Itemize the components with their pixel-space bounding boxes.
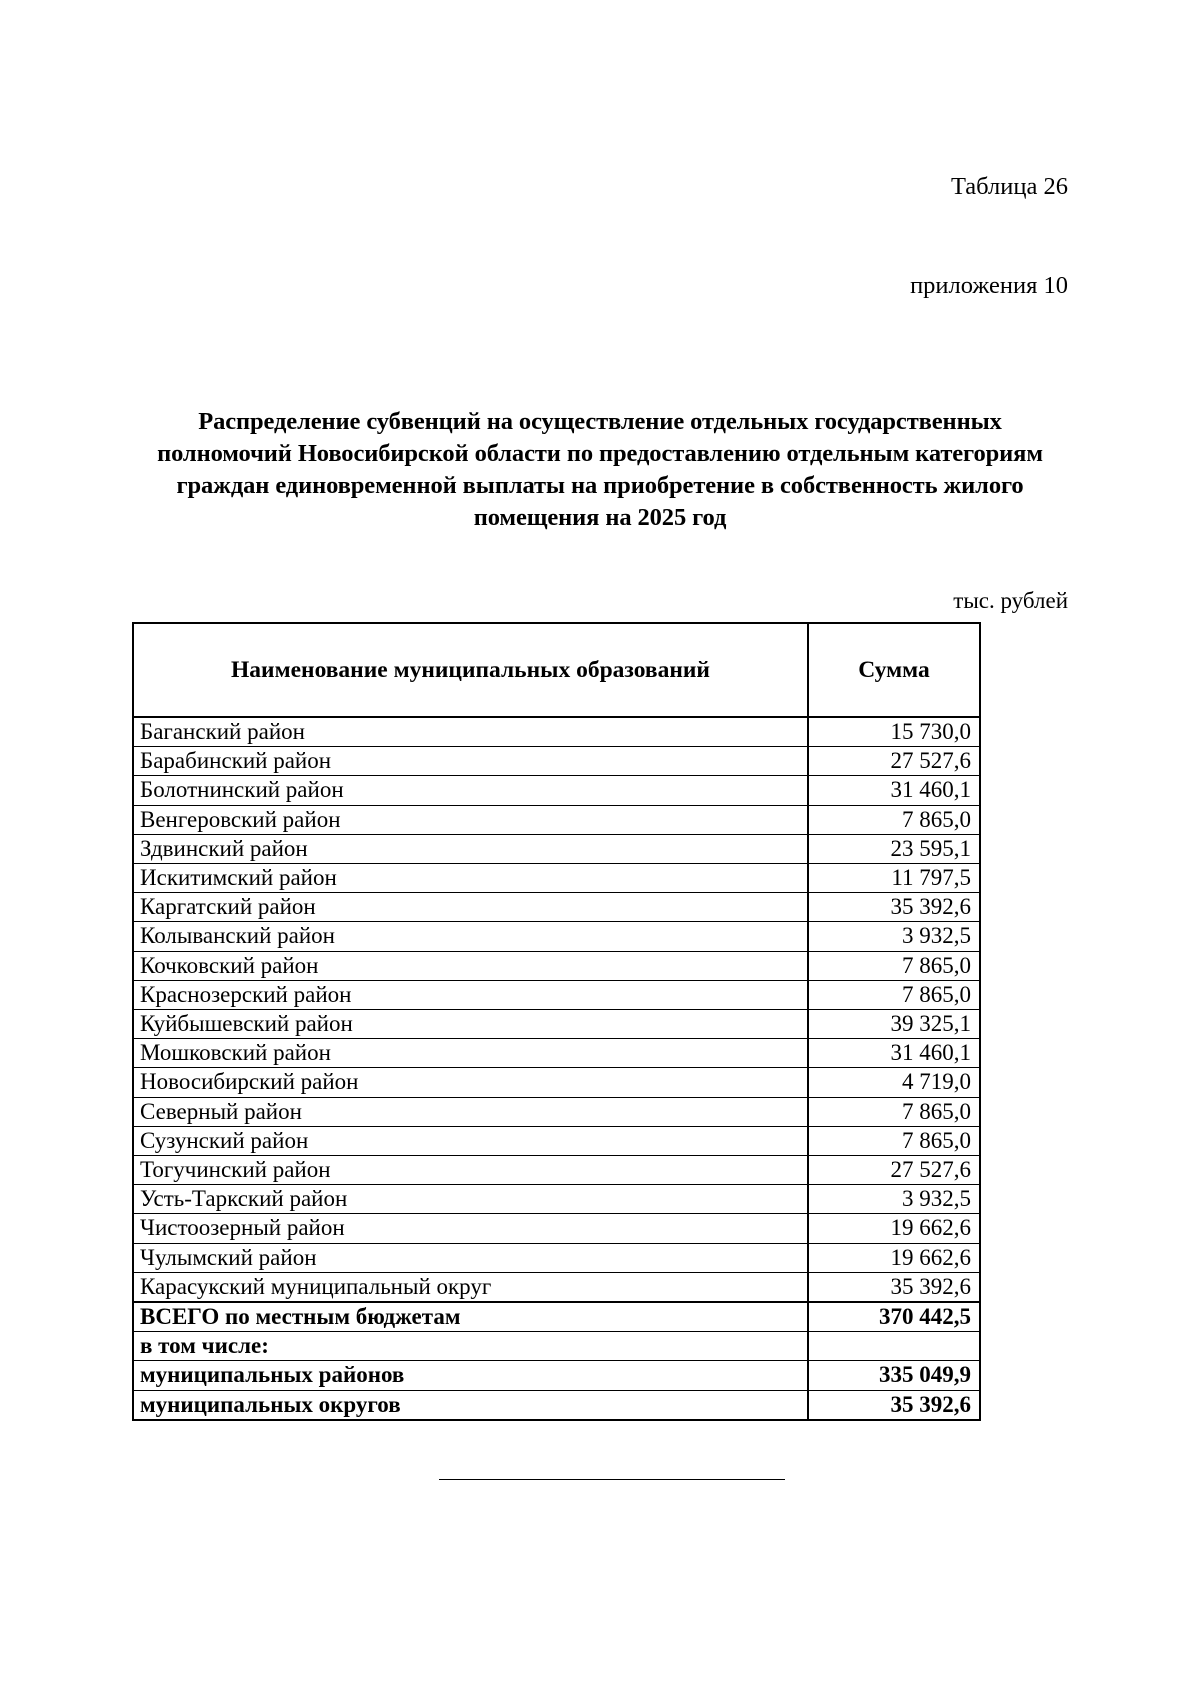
municipality-name-cell: Чулымский район: [133, 1243, 808, 1272]
municipality-name-cell: Куйбышевский район: [133, 1010, 808, 1039]
table-row: [133, 864, 980, 893]
amount-cell: 11 797,5: [808, 864, 980, 893]
appendix-number: приложения 10: [910, 272, 1068, 299]
table-row: [133, 1010, 980, 1039]
municipality-name-cell: в том числе:: [133, 1332, 808, 1361]
amount-cell: 7 865,0: [808, 805, 980, 834]
amount-cell: 39 325,1: [808, 1010, 980, 1039]
table-row: [133, 1097, 980, 1126]
table-row: [133, 1068, 980, 1097]
column-header-sum: Сумма: [808, 623, 980, 717]
amount-cell: 19 662,6: [808, 1243, 980, 1272]
allocation-table: [132, 622, 981, 1421]
table-header: [133, 623, 980, 717]
table-body: [133, 717, 980, 1420]
table-row: [133, 951, 980, 980]
amount-cell: 7 865,0: [808, 1097, 980, 1126]
amount-cell: 335 049,9: [808, 1361, 980, 1390]
table-row: [133, 1332, 980, 1361]
table-row: [133, 805, 980, 834]
municipality-name-cell: Краснозерский район: [133, 980, 808, 1009]
amount-cell: 31 460,1: [808, 1039, 980, 1068]
amount-cell: 35 392,6: [808, 893, 980, 922]
footer-separator-rule: [439, 1479, 785, 1480]
table-row: [133, 1156, 980, 1185]
amount-cell: 27 527,6: [808, 1156, 980, 1185]
municipality-name-cell: ВСЕГО по местным бюджетам: [133, 1302, 808, 1332]
page-title-line-1: Распределение субвенций на осуществление отдельных государственных: [198, 408, 1002, 435]
amount-cell: 370 442,5: [808, 1302, 980, 1332]
page-title-line-2: полномочий Новосибирской области по предоставлению отдельным категориям: [157, 440, 1043, 467]
page-title: [132, 406, 1068, 534]
municipality-name-cell: Кочковский район: [133, 951, 808, 980]
municipality-name-cell: Карасукский муниципальный округ: [133, 1272, 808, 1302]
table-row: [133, 834, 980, 863]
units-label: тыс. рублей: [953, 588, 1068, 613]
amount-cell: 7 865,0: [808, 951, 980, 980]
municipality-name-cell: Чистоозерный район: [133, 1214, 808, 1243]
municipality-name-cell: Колыванский район: [133, 922, 808, 951]
table-row: [133, 1243, 980, 1272]
table-row: [133, 1302, 980, 1332]
municipality-name-cell: Искитимский район: [133, 864, 808, 893]
amount-cell: 35 392,6: [808, 1390, 980, 1420]
table-row: [133, 1126, 980, 1155]
document-reference: [132, 0, 1068, 368]
municipality-name-cell: Новосибирский район: [133, 1068, 808, 1097]
table-header-row: [133, 623, 980, 717]
column-header-name: Наименование муниципальных образований: [133, 623, 808, 717]
table-row: [133, 1039, 980, 1068]
table-row: [133, 747, 980, 776]
amount-cell: 7 865,0: [808, 1126, 980, 1155]
municipality-name-cell: Каргатский район: [133, 893, 808, 922]
table-row: [133, 717, 980, 747]
amount-cell: 19 662,6: [808, 1214, 980, 1243]
allocation-table-wrapper: [132, 622, 1068, 1421]
amount-cell: 7 865,0: [808, 980, 980, 1009]
municipality-name-cell: муниципальных округов: [133, 1390, 808, 1420]
municipality-name-cell: муниципальных районов: [133, 1361, 808, 1390]
amount-cell: 23 595,1: [808, 834, 980, 863]
table-row: [133, 893, 980, 922]
amount-cell: 3 932,5: [808, 922, 980, 951]
municipality-name-cell: Барабинский район: [133, 747, 808, 776]
amount-cell: [808, 1332, 980, 1361]
amount-cell: 35 392,6: [808, 1272, 980, 1302]
amount-cell: 15 730,0: [808, 717, 980, 747]
table-row: [133, 1390, 980, 1420]
amount-cell: 27 527,6: [808, 747, 980, 776]
footer-separator-wrapper: [132, 1467, 1068, 1485]
municipality-name-cell: Мошковский район: [133, 1039, 808, 1068]
amount-cell: 4 719,0: [808, 1068, 980, 1097]
municipality-name-cell: Здвинский район: [133, 834, 808, 863]
table-row: [133, 1361, 980, 1390]
table-row: [133, 776, 980, 805]
municipality-name-cell: Северный район: [133, 1097, 808, 1126]
page-title-line-3: граждан единовременной выплаты на приобретение в собственность жилого: [176, 472, 1024, 499]
table-number: Таблица 26: [950, 173, 1068, 200]
table-row: [133, 1272, 980, 1302]
municipality-name-cell: Болотнинский район: [133, 776, 808, 805]
amount-cell: 31 460,1: [808, 776, 980, 805]
municipality-name-cell: Тогучинский район: [133, 1156, 808, 1185]
table-row: [133, 1185, 980, 1214]
municipality-name-cell: Усть-Таркский район: [133, 1185, 808, 1214]
table-row: [133, 1214, 980, 1243]
municipality-name-cell: Сузунский район: [133, 1126, 808, 1155]
table-row: [133, 922, 980, 951]
municipality-name-cell: Венгеровский район: [133, 805, 808, 834]
amount-cell: 3 932,5: [808, 1185, 980, 1214]
table-row: [133, 980, 980, 1009]
municipality-name-cell: Баганский район: [133, 717, 808, 747]
page-title-line-4: помещения на 2025 год: [473, 504, 727, 531]
